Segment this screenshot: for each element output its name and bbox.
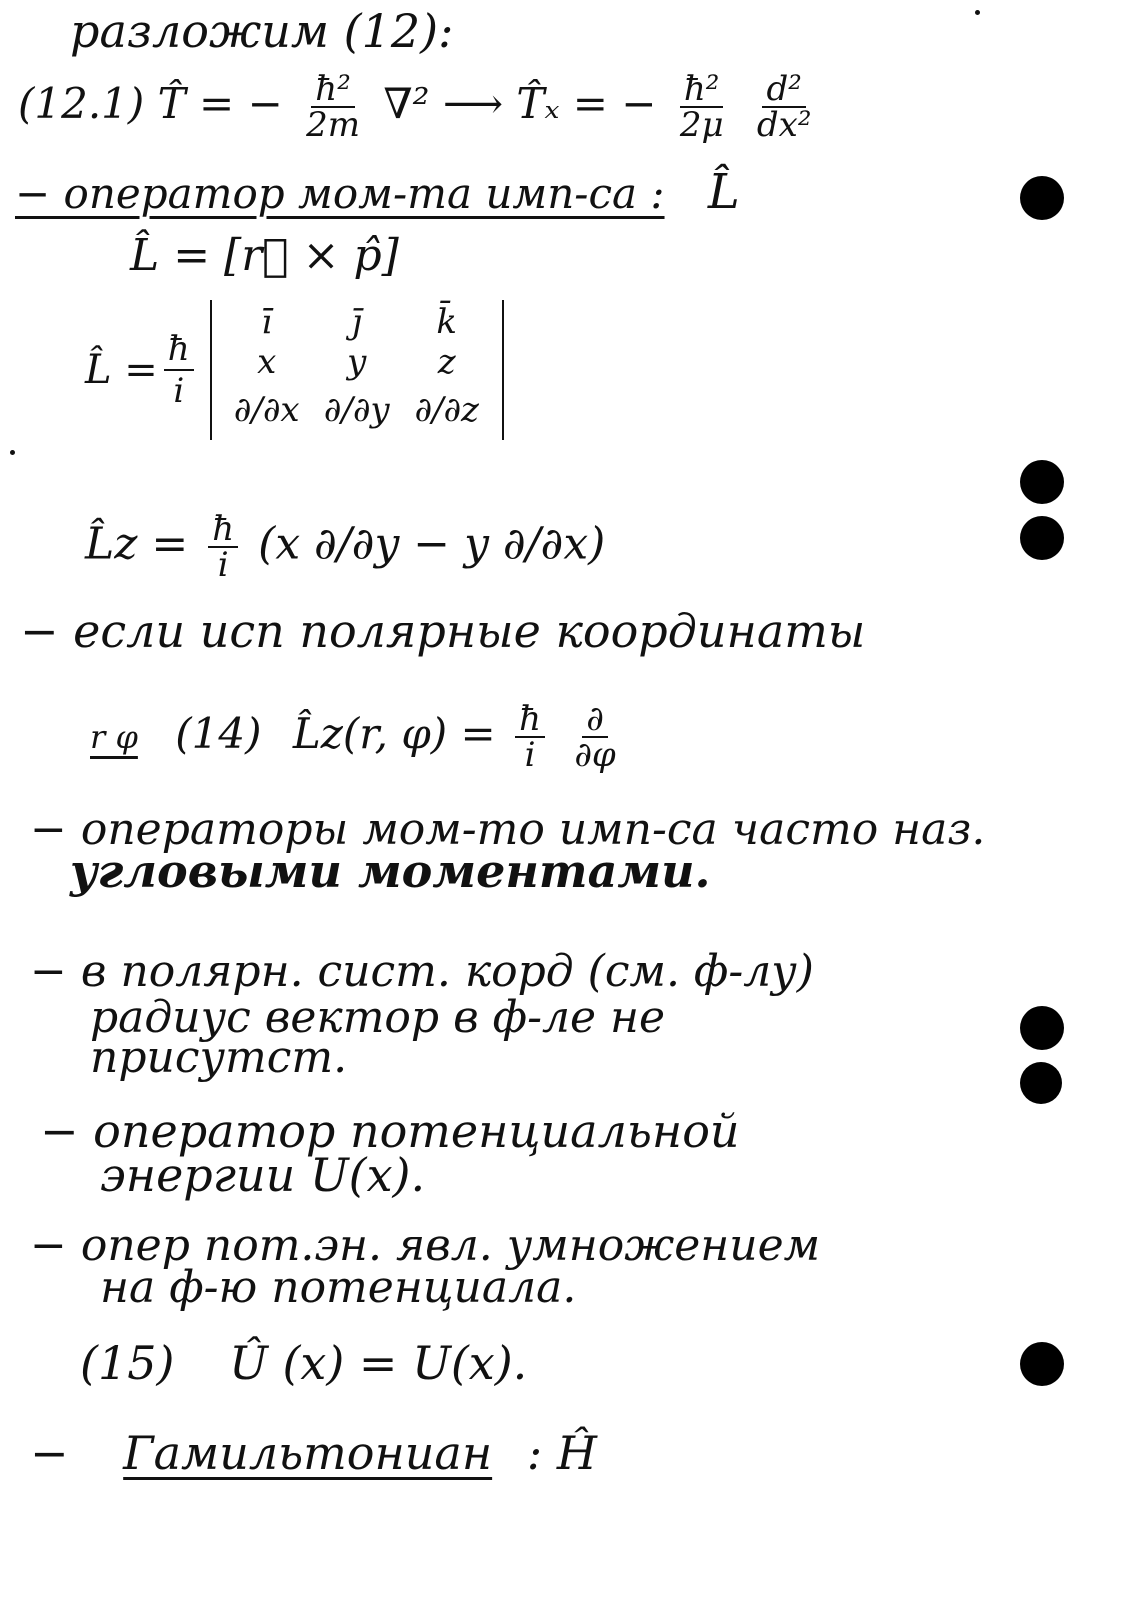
binder-hole (1020, 1342, 1064, 1386)
binder-hole (1020, 516, 1064, 560)
line-radius-vector: радиус вектор в ф-ле не (90, 992, 666, 1043)
formula-12-1 (18, 69, 821, 145)
formula-cross-product: L̂ = [r⃗ × p̂] (130, 230, 399, 281)
binder-hole (1020, 176, 1064, 220)
fraction-d-dphi: $\frac{\partial}{\partial\varphi}$ (574, 699, 616, 775)
stray-dot (10, 450, 15, 455)
matrix-cell: ∂/∂z (414, 390, 479, 430)
matrix-cell: x (257, 342, 277, 382)
fraction-h2-2m: $\frac{\text{ħ²}}{2m}$ (306, 69, 360, 145)
matrix-cell: ī (261, 302, 273, 342)
matrix-cell: ∂/∂x (233, 390, 300, 430)
line-polar-system: − в полярн. сист. корд (см. ф-лу) (30, 946, 814, 997)
formula-nabla: ∇² ⟶ T̂ₓ = − (383, 79, 657, 128)
line-angular-moments: угловыми моментами. (70, 844, 711, 898)
line-operators-called: − операторы мом-то имп-са часто наз. (30, 804, 986, 855)
fraction-h2-2mu: $\frac{\text{ħ²}}{2\mu}$ (679, 69, 724, 145)
fraction-h-i-14: $\frac{ħ}{i}$ (515, 702, 545, 772)
line-potential-operator: − оператор потенциальной (40, 1104, 740, 1158)
heading-momentum-operator: − оператор мом-та имп-са : L̂ (15, 164, 740, 220)
matrix-cell: j̄ (351, 302, 362, 342)
matrix-cell: y (347, 342, 367, 382)
formula-14: r φ (14) L̂z(r, φ) = $\frac{ħ}{i}$ $\frac{\partial}{\partial\varphi}$ (90, 702, 626, 772)
formula-lz: L̂z = $\frac{ħ}{i}$ (x ∂/∂y − y ∂/∂x) (85, 509, 606, 585)
angular-momentum-symbol: L̂ (707, 164, 740, 220)
formula-determinant: L̂ = $\frac{ħ}{i}$ ī j̄ k̄ x y z ∂/∂x ∂/∂y ∂/∂z (85, 300, 504, 440)
line-potential-function: на ф-ю потенциала. (100, 1262, 577, 1313)
fraction-h-i-lz: $\frac{ħ}{i}$ (208, 512, 238, 582)
binder-hole (1020, 1062, 1062, 1104)
fraction-d2-dx2: $\frac{\text{d²}}{\text{dx²}}$ (756, 69, 812, 145)
determinant-matrix (210, 300, 504, 440)
line-energy-ux: энергии U(x). (100, 1148, 426, 1202)
fraction-h-i: $\frac{ħ}{i}$ (164, 329, 194, 411)
line-decompose: разложим (12): (70, 4, 454, 58)
hamiltonian-word: Гамильтониан (123, 1426, 493, 1480)
angle-sketch: r φ (90, 718, 138, 756)
stray-dot (975, 10, 980, 15)
formula-15: (15) Û (x) = U(x). (80, 1336, 528, 1390)
line-present: присутст. (90, 1032, 348, 1083)
line-multiplication: − опер пот.эн. явл. умножением (30, 1220, 821, 1271)
matrix-cell: z (437, 342, 456, 382)
line-polar-coords: − если исп полярные координаты (20, 604, 866, 658)
binder-hole (1020, 1006, 1064, 1050)
formula-label: (14) (175, 709, 262, 758)
line-hamiltonian: − Гамильтониан : Ĥ (30, 1426, 597, 1480)
matrix-cell: k̄ (436, 302, 457, 342)
formula-label: (12.1) (18, 79, 145, 128)
binder-hole (1020, 460, 1064, 504)
formula-lhs: T̂ = − (157, 79, 283, 128)
formula-label: (15) (80, 1336, 175, 1390)
matrix-cell: ∂/∂y (323, 390, 390, 430)
